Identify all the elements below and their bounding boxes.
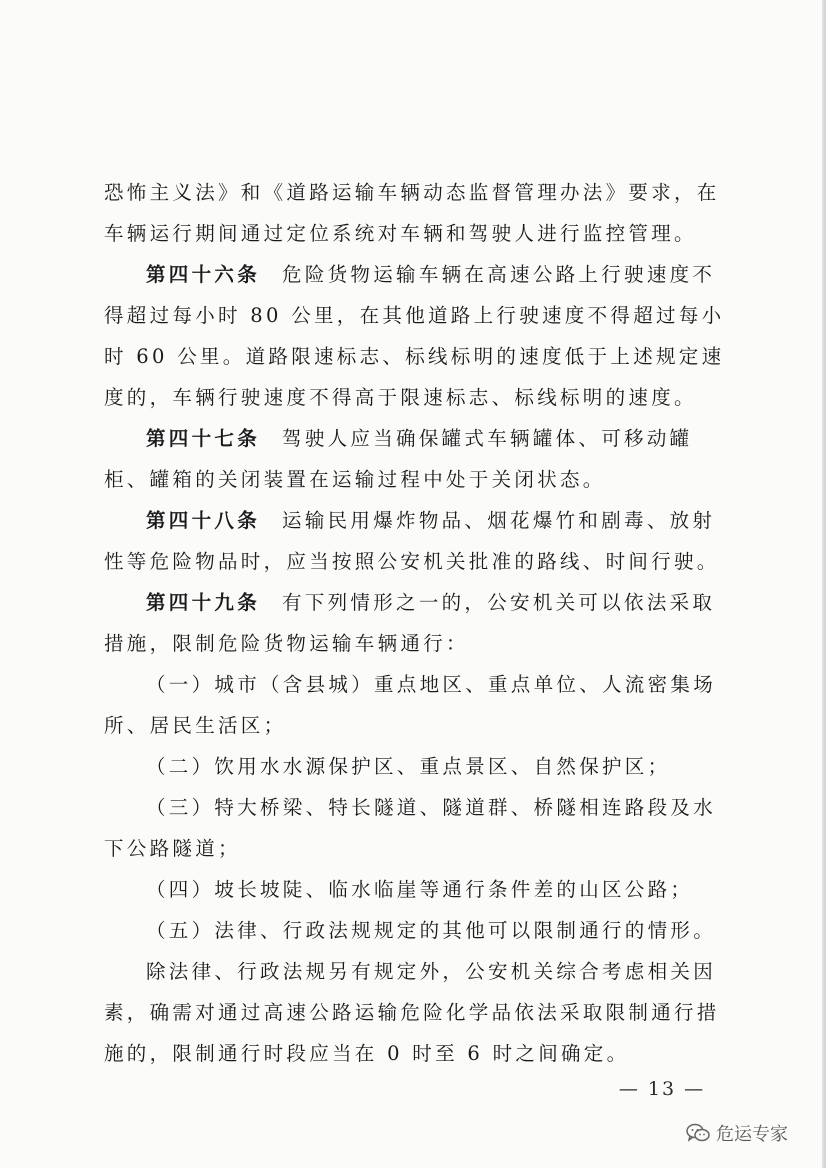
article-text: 危险货物运输车辆在高速公路上行驶速度不得超过每小时 80 公里，在其他道路上行驶速度不得超过每小时 60 公里。道路限速标志、标线标明的速度低于上述规定速度的，车辆行驶速度不得高于限速标志、标线标明的速度。 (104, 263, 725, 409)
article-label: 第四十八条 (146, 509, 261, 532)
article-text: 运输民用爆炸物品、烟花爆竹和剧毒、放射性等危险物品时，应当按照公安机关批准的路线、时间行驶。 (104, 509, 720, 573)
list-item-5 (104, 910, 726, 951)
paragraph-text: 除法律、行政法规另有规定外，公安机关综合考虑相关因素，确需对通过高速公路运输危险化学品依法采取限制通行措施的，限制通行时段应当在 0 时至 6 时之间确定。 (104, 960, 720, 1065)
list-item-2 (104, 746, 726, 787)
list-item-text: （二）饮用水水源保护区、重点景区、自然保护区； (146, 755, 671, 778)
article-label: 第四十六条 (146, 263, 261, 286)
list-item-text: （一）城市（含县城）重点地区、重点单位、人流密集场所、居民生活区； (104, 673, 717, 737)
article-49 (104, 582, 726, 664)
document-body (104, 172, 726, 1074)
page-number: — 13 — (618, 1078, 706, 1100)
article-label: 第四十七条 (146, 427, 261, 450)
paragraph-continuation (104, 172, 726, 254)
paragraph-text: 恐怖主义法》和《道路运输车辆动态监督管理办法》要求，在车辆运行期间通过定位系统对车辆和驾驶人进行监控管理。 (104, 181, 720, 245)
list-item-text: （四）坡长坡陡、临水临崖等通行条件差的山区公路； (146, 878, 694, 901)
page-edge-shadow (822, 0, 826, 1168)
watermark (686, 1118, 788, 1148)
article-text: 有下列情形之一的，公安机关可以依法采取措施，限制危险货物运输车辆通行： (104, 591, 716, 655)
article-47 (104, 418, 726, 500)
list-item-4 (104, 869, 726, 910)
list-item-3 (104, 787, 726, 869)
list-item-1 (104, 664, 726, 746)
watermark-text: 危运专家 (716, 1124, 788, 1145)
article-48 (104, 500, 726, 582)
article-46 (104, 254, 726, 418)
article-label: 第四十九条 (146, 591, 261, 614)
wechat-icon (686, 1123, 710, 1143)
closing-paragraph (104, 951, 726, 1074)
list-item-text: （三）特大桥梁、特长隧道、隧道群、桥隧相连路段及水下公路隧道； (104, 796, 717, 860)
article-text: 驾驶人应当确保罐式车辆罐体、可移动罐柜、罐箱的关闭装置在运输过程中处于关闭状态。 (104, 427, 693, 491)
list-item-text: （五）法律、行政法规规定的其他可以限制通行的情形。 (146, 919, 717, 942)
